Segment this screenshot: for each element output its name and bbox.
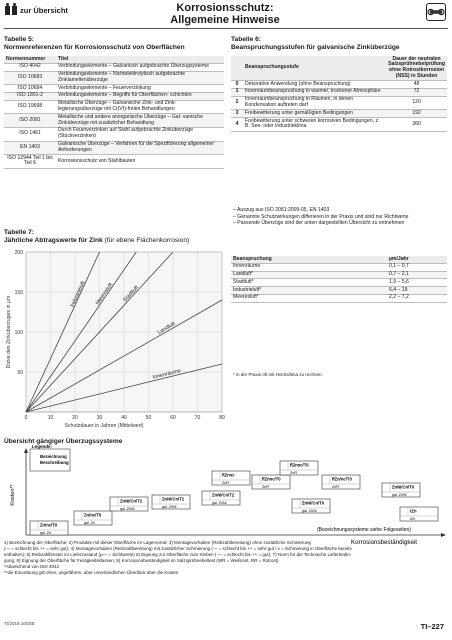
page-number: TI–227	[420, 622, 444, 631]
y-tick-label: 150	[14, 290, 23, 296]
coating-system-box	[292, 499, 330, 513]
bullet-dash: –	[233, 213, 238, 220]
norm-title-cell: Verbindungselemente – Begriffe für Oberflächen- schichten	[56, 92, 224, 100]
table-row	[4, 141, 224, 155]
table-row	[4, 100, 224, 114]
y-tick-label: 50	[17, 370, 23, 376]
coating-system-box	[322, 475, 360, 489]
norm-number-cell: ISO 10684	[4, 85, 56, 93]
table7-title-line1: Tabelle 7:	[4, 229, 34, 236]
norm-title-cell: Galvanische Überzüge – Verfahren für die Spezifizierung allgemeiner Anforderungen	[56, 141, 224, 155]
coating-name: flZnnc/T0	[290, 462, 309, 468]
col-header-rate: µm/Jahr	[387, 256, 447, 263]
table-row	[231, 96, 447, 110]
coating-name: ZnNi/Cn/T2	[120, 498, 143, 504]
norm-number-cell: ISO 1461	[4, 127, 56, 141]
stress-level-description: Freibewitterung unter gemäßigten Bedingungen	[243, 110, 386, 118]
table-row	[4, 63, 224, 71]
table5-title-line2: Normenreferenzen für Korrosionsschutz von Oberflächen	[4, 43, 185, 51]
footnote-line: (— = schlecht bis ++ = sehr gut); 4) Montagevorhaben (Reibzahlbereitung) mit zusätzlicher Schmierung (— = schlecht bis ++ = sehr gut / x = Schmierung in Oberfläche bereits	[4, 546, 352, 551]
header-divider	[4, 28, 448, 29]
legend-line2: Beschreibung	[40, 460, 69, 465]
table7-title-line2: Jährliche Abtragswerte für Zink	[4, 236, 103, 244]
nss-hours-cell: 192	[386, 110, 447, 118]
series-label: Innenräume	[152, 368, 182, 381]
table-row	[231, 287, 447, 295]
series-label: Meeresluft	[94, 282, 115, 307]
coating-sub: ZnFl	[290, 471, 298, 475]
page-title-line2: Allgemeine Hinweise	[170, 14, 280, 26]
table6-title-line1: Tabelle 6:	[231, 36, 261, 43]
norm-title-cell: Metallische und andere anorganische Überzüge – Gal- vanische Zinküberzüge mit zusätzlicher Behandlung	[56, 114, 224, 128]
coating-system-box	[212, 471, 250, 485]
coating-sub: gal. ZnNi	[162, 505, 177, 509]
norm-title-cell: Verbindungselemente – Feuerverzinkung	[56, 85, 224, 93]
zinc-removal-rate-table	[231, 256, 447, 303]
coating-name: ZnNi/Cn/T2	[212, 492, 235, 498]
series-label: Industrieluft	[69, 280, 87, 309]
footnote-line: **die Einordnung gilt ohne, ungefähren, aber unverbindlichen Überblick über die Kosten	[4, 570, 179, 575]
back-to-overview-link[interactable]: zur Übersicht	[20, 6, 68, 15]
coating-system-box	[202, 491, 240, 505]
coating-sub: gal. ZnNi	[302, 509, 317, 513]
coating-system-box	[280, 461, 318, 475]
legend-label: Legende:	[32, 444, 53, 449]
coating-system-box	[152, 495, 190, 509]
stress-level-description: Dekorative Anwendung (ohne Beanspruchung)	[243, 81, 386, 89]
table-row	[231, 110, 447, 118]
table-row	[4, 85, 224, 93]
table5-title-line1: Tabelle 5:	[4, 36, 34, 43]
footnote-line: 1) Bezeichnung der Oberfläche; 2) Produkte mit dieser Oberfläche im Lagervorrat; 3) Montagevorhaben (Reibzahlbereitung) ohne zusätzliche Schmierung	[4, 540, 311, 545]
col-header-level: Beanspruchungsstufe	[243, 56, 386, 81]
col-header-nss: Dauer der neutralen Salzsprühnebelprüfung ohne Rotrostkorrosion (NSS) in Stunden	[388, 55, 446, 79]
table-row	[4, 71, 224, 85]
nss-hours-cell: 120	[386, 96, 447, 110]
coating-system-box	[382, 483, 420, 497]
coating-sub: gal. ZnNi	[392, 493, 407, 497]
norm-number-cell: EN 1403	[4, 141, 56, 155]
table-row	[231, 279, 447, 287]
coating-sub: ZnFl	[222, 481, 230, 485]
rate-cell: 0,7 – 2,1	[387, 271, 447, 279]
table-row	[4, 155, 224, 169]
note-text: Auszug aus ISO 2081:2009-05, EN 1403	[236, 207, 330, 213]
nss-hours-cell: 48	[386, 81, 447, 89]
zinc-thickness-chart	[4, 248, 228, 436]
bullet-dash: –	[233, 220, 238, 227]
coating-system-box	[30, 521, 68, 535]
coating-name: flZn/nc/T0	[332, 476, 352, 482]
coating-name: ZnNi/Cn/T0	[392, 484, 415, 490]
table6-title-line2: Beanspruchungsstufen für galvanische Zinküberzüge	[231, 43, 400, 51]
series-label: Stadtluft	[122, 284, 141, 304]
table7-title-suffix: (für ebene Flächenkorrosion)	[102, 236, 190, 244]
environment-cell: Innenräume	[231, 263, 387, 271]
stress-level-description: Innenraumbeanspruchung in Räumen, in denen Kondensation auftreten darf	[243, 96, 386, 110]
table-row	[4, 114, 224, 128]
coating-system-box	[110, 497, 148, 511]
coating-name: flZnnc	[222, 472, 235, 478]
bullet-dash: –	[233, 207, 237, 213]
norm-number-cell: ISO 19598	[4, 100, 56, 114]
col-header-title: Titel	[56, 56, 224, 63]
y-tick-label: 200	[14, 250, 23, 256]
table-row	[231, 118, 447, 132]
norm-number-cell: ISO 4042	[4, 63, 56, 71]
coating-system-box	[252, 475, 290, 489]
note-item	[233, 220, 447, 227]
x-tick-label: 80	[219, 415, 225, 421]
x-tick-label: 60	[170, 415, 176, 421]
col-header-norm: Normennummer	[4, 56, 56, 63]
rate-cell: 1,9 – 5,6	[387, 279, 447, 287]
norm-number-cell: ISO 10683	[4, 71, 56, 85]
rate-cell: 6,4 – 19	[387, 287, 447, 295]
x-axis-arrow-icon	[441, 533, 446, 537]
note-text: Genannte Schutzwirkungen differieren in der Praxis und sind nur Richtwerte	[237, 213, 409, 220]
stress-level-description: Innenraumbeanspruchung in warmer, trockener Atmosphäre	[243, 88, 386, 96]
y-tick-label: 100	[14, 330, 23, 336]
table6-notes	[233, 207, 447, 227]
stress-level-table	[231, 56, 447, 132]
rate-table-note: * in der Praxis oft mit Höchstlima zu rechnen.	[233, 372, 323, 377]
x-tick-label: 70	[194, 415, 201, 421]
coating-name: tZn	[410, 508, 417, 514]
coating-name: Zn/nc/T0	[40, 522, 58, 528]
stress-level-number: 4	[231, 118, 243, 132]
coating-sub: gal. ZnNi	[120, 507, 135, 511]
coating-name: ZnNi/Cn/T2	[162, 496, 185, 502]
x-tick-label: 0	[24, 415, 28, 421]
table-row	[231, 271, 447, 279]
footnotes	[4, 540, 448, 576]
coating-sub: gal. Zn	[84, 521, 95, 525]
overview-title: Übersicht gängiger Überzugssysteme	[4, 438, 123, 445]
stress-level-number: 2	[231, 96, 243, 110]
table7-title	[4, 229, 228, 245]
table-row	[231, 81, 447, 89]
table-row	[231, 294, 447, 302]
legend-line1: Bezeichnung	[40, 454, 67, 459]
page-title	[120, 2, 330, 26]
x-tick-label: 30	[96, 415, 103, 421]
table6-title	[231, 36, 447, 52]
overview-x-label: Korrosionsbeständigkeit	[350, 539, 418, 546]
coating-sub: tZn	[410, 517, 416, 521]
col-header-blank	[231, 56, 243, 81]
note-item	[233, 207, 447, 214]
rate-cell: 0,1 – 0,7	[387, 263, 447, 271]
stress-level-number: 3	[231, 110, 243, 118]
y-axis-arrow-icon	[24, 448, 28, 453]
coating-system-box	[400, 507, 438, 521]
x-tick-label: 10	[47, 415, 54, 421]
norm-number-cell: ISO 2081	[4, 114, 56, 128]
coating-name: ZnNi/Cn/T0	[302, 500, 325, 506]
stress-level-description: Freibewitterung unter schweren korrosiven Bedingungen, z. B. See- oder Industrieklima	[243, 118, 386, 132]
stress-level-number: 1	[231, 88, 243, 96]
note-text: Passende Überzüge sind der unten dargestellten Übersicht zu entnehmen	[237, 220, 405, 227]
nss-hours-cell: 360	[386, 118, 447, 132]
see-pages-note: (Bezeichnungssysteme siehe Folgeseiten)	[317, 527, 411, 533]
coating-sub: gal. Zn	[40, 531, 51, 535]
norm-title-cell: Korrosionsschutz von Stahlbauten	[56, 155, 224, 169]
document-source: TI/2019.100DE	[4, 621, 35, 626]
nss-hours-cell: 72	[386, 88, 447, 96]
table5-title	[4, 36, 224, 52]
coating-sub: ZnFl	[332, 485, 340, 489]
overview-y-label: Kosten**	[10, 484, 16, 506]
home-icon[interactable]	[4, 3, 18, 16]
coating-system-box	[74, 511, 112, 525]
norm-number-cell: ISO 12944 Teil 1 bis Teil 6	[4, 155, 56, 169]
environment-cell: Landluft*	[231, 271, 387, 279]
y-axis-label: Dicke des Zinküberzuges in µm	[6, 295, 12, 369]
coating-name: flZnnc/T0	[262, 476, 281, 482]
wrench-logo-icon	[426, 3, 446, 21]
norm-title-cell: Metallische Überzüge – Galvanische Zink- und Zink- legierungsüberzüge mit Cr(VI)-freien Behandlungen	[56, 100, 224, 114]
environment-cell: Industrieluft*	[231, 287, 387, 295]
page-title-line1: Korrosionsschutz:	[176, 2, 274, 14]
coating-sub: gal. ZnNi	[212, 501, 227, 505]
table-row	[231, 263, 447, 271]
col-header-env: Beanspruchung	[231, 256, 387, 263]
x-tick-label: 20	[72, 415, 78, 421]
footnote-line: *Abweichend von ISO 4042	[4, 564, 60, 569]
x-tick-label: 40	[121, 415, 127, 421]
table-row	[4, 127, 224, 141]
x-axis-label: Schutzdauer in Jahren (Mittelwert)	[64, 423, 144, 429]
series-label: Landluft	[156, 321, 177, 336]
footnote-line: enthalten); 5) Reibzahlfenster im Lieferzustand (µ— = Sichtwerte) 6) Eignung zur Oberfläche zum Kleben ( — = schlecht bis ++ = gut); 7) Norm für die Technische Lieferbedin-	[4, 552, 352, 557]
coating-name: Zn/nc/T0	[84, 512, 102, 518]
coating-sub: ZnFl	[262, 485, 270, 489]
table-row	[231, 88, 447, 96]
norm-title-cell: Verbindungselemente – Nichtelektrolytisch aufgebrachte Zinklamellenüberzüge	[56, 71, 224, 85]
footnote-line: gung; 8) Eignung der Oberfläche für Festigkeitsklassen; 9) Korrosionsbeständigkeit im Salzsprühnebeltest (WR = Weißrost, RR = Rotrost)	[4, 558, 279, 563]
norm-reference-table	[4, 56, 224, 169]
stress-level-number: 0	[231, 81, 243, 89]
rate-cell: 2,2 – 7,2	[387, 294, 447, 302]
environment-cell: Stadtluft*	[231, 279, 387, 287]
environment-cell: Meeresluft*	[231, 294, 387, 302]
norm-title-cell: Durch Feuerverzinken auf Stahl aufgebrachte Zinküberzüge (Stückverzinken)	[56, 127, 224, 141]
x-tick-label: 50	[145, 415, 152, 421]
norm-number-cell: ISO 1891-2	[4, 92, 56, 100]
norm-title-cell: Verbindungselemente – Galvanisch aufgebrachte Überzugsysteme	[56, 63, 224, 71]
